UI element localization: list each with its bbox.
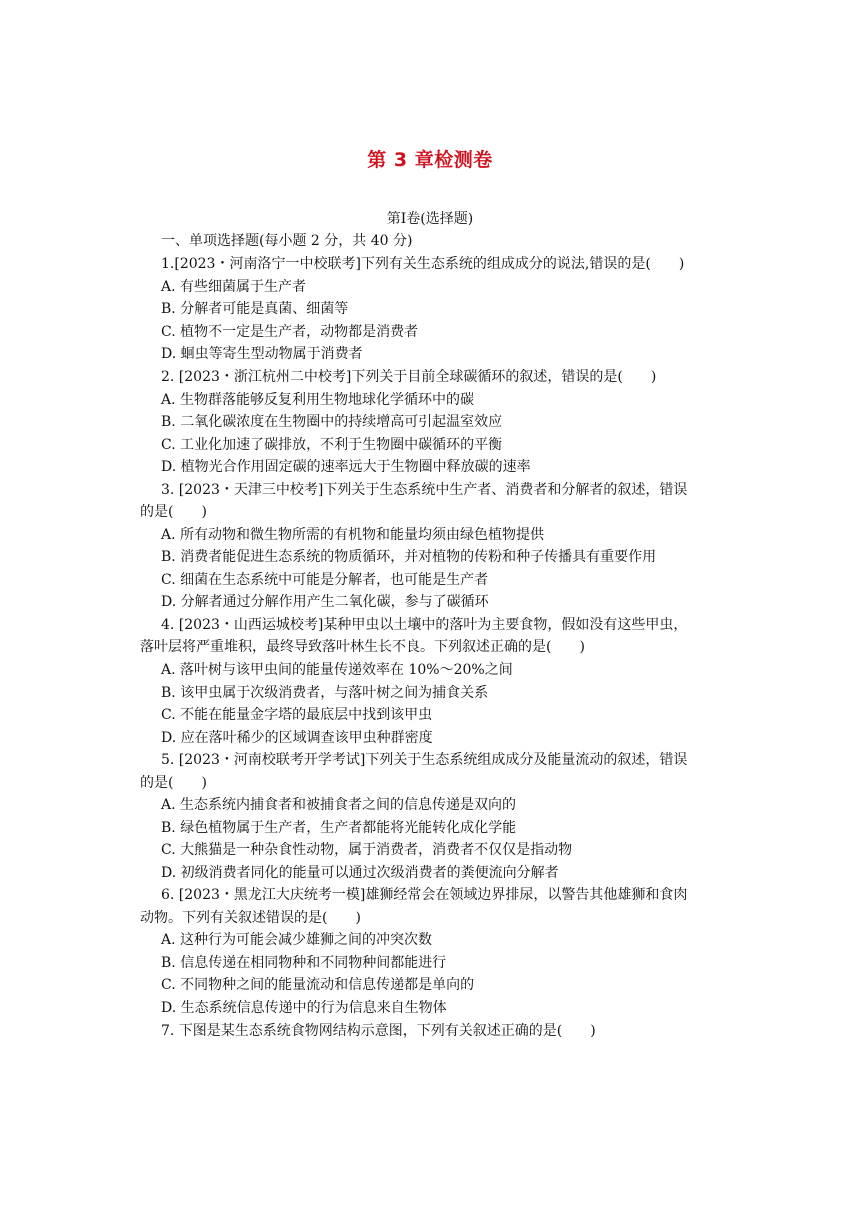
question-3-option-a: A. 所有动物和微生物所需的有机物和能量均须由绿色植物提供: [161, 527, 545, 543]
question-4-stem-continued: 落叶层将严重堆积，最终导致落叶林生长不良。下列叙述正确的是( ): [140, 639, 585, 655]
question-2-option-d: D. 植物光合作用固定碳的速率远大于生物圈中释放碳的速率: [161, 459, 531, 475]
question-5-option-c: C. 大熊猫是一种杂食性动物，属于消费者，消费者不仅仅是指动物: [161, 842, 573, 858]
question-6-stem-continued: 动物。下列有关叙述错误的是( ): [140, 910, 361, 926]
question-2-option-b: B. 二氧化碳浓度在生物圈中的持续增高可引起温室效应: [161, 414, 503, 430]
question-6-option-d: D. 生态系统信息传递中的行为信息来自生物体: [161, 1000, 447, 1016]
question-5-option-b: B. 绿色植物属于生产者，生产者都能将光能转化成化学能: [161, 820, 517, 836]
question-4-option-d: D. 应在落叶稀少的区域调查该甲虫种群密度: [161, 730, 433, 746]
question-3-option-b: B. 消费者能促进生态系统的物质循环，并对植物的传粉和种子传播具有重要作用: [161, 549, 657, 565]
question-5-option-a: A. 生态系统内捕食者和被捕食者之间的信息传递是双向的: [161, 797, 517, 813]
page-title: 第 3 章检测卷: [367, 149, 493, 171]
question-1-option-a: A. 有些细菌属于生产者: [161, 279, 307, 295]
question-4-option-c: C. 不能在能量金字塔的最底层中找到该甲虫: [161, 707, 433, 723]
question-3-stem-continued: 的是( ): [140, 504, 207, 520]
question-1-stem: 1.[2023・河南洛宁一中校联考]下列有关生态系统的组成成分的说法,错误的是( ): [161, 256, 685, 272]
question-3-stem: 3. [2023・天津三中校考]下列关于生态系统中生产者、消费者和分解者的叙述，错误: [161, 482, 688, 498]
question-6-option-a: A. 这种行为可能会减少雄狮之间的冲突次数: [161, 932, 433, 948]
section-title: 第Ⅰ卷(选择题): [386, 211, 474, 227]
question-5-stem-continued: 的是( ): [140, 775, 207, 791]
question-2-stem: 2. [2023・浙江杭州二中校考]下列关于目前全球碳循环的叙述，错误的是( ): [161, 369, 657, 385]
question-3-option-c: C. 细菌在生态系统中可能是分解者，也可能是生产者: [161, 572, 489, 588]
part-heading: 一、单项选择题(每小题 2 分，共 40 分): [161, 233, 413, 249]
question-2-option-a: A. 生物群落能够反复利用生物地球化学循环中的碳: [161, 392, 475, 408]
question-5-option-d: D. 初级消费者同化的能量可以通过次级消费者的粪便流向分解者: [161, 865, 559, 881]
question-6-stem: 6. [2023・黑龙江大庆统考一模]雄狮经常会在领域边界排尿，以警告其他雄狮和食肉: [161, 887, 688, 903]
question-4-option-b: B. 该甲虫属于次级消费者，与落叶树之间为捕食关系: [161, 685, 489, 701]
question-1-option-c: C. 植物不一定是生产者，动物都是消费者: [161, 324, 419, 340]
question-5-stem: 5. [2023・河南校联考开学考试]下列关于生态系统组成成分及能量流动的叙述，错误: [161, 752, 688, 768]
question-4-option-a: A. 落叶树与该甲虫间的能量传递效率在 10%～20%之间: [161, 662, 513, 678]
question-7-stem: 7. 下图是某生态系统食物网结构示意图，下列有关叙述正确的是( ): [161, 1023, 596, 1039]
question-2-option-c: C. 工业化加速了碳排放，不利于生物圈中碳循环的平衡: [161, 437, 503, 453]
question-1-option-b: B. 分解者可能是真菌、细菌等: [161, 301, 349, 317]
question-6-option-b: B. 信息传递在相同物种和不同物种间都能进行: [161, 955, 447, 971]
question-6-option-c: C. 不同物种之间的能量流动和信息传递都是单向的: [161, 977, 475, 993]
question-4-stem: 4. [2023・山西运城校考]某种甲虫以土壤中的落叶为主要食物，假如没有这些甲虫，: [161, 617, 688, 633]
question-3-option-d: D. 分解者通过分解作用产生二氧化碳，参与了碳循环: [161, 594, 489, 610]
question-1-option-d: D. 蛔虫等寄生型动物属于消费者: [161, 346, 363, 362]
